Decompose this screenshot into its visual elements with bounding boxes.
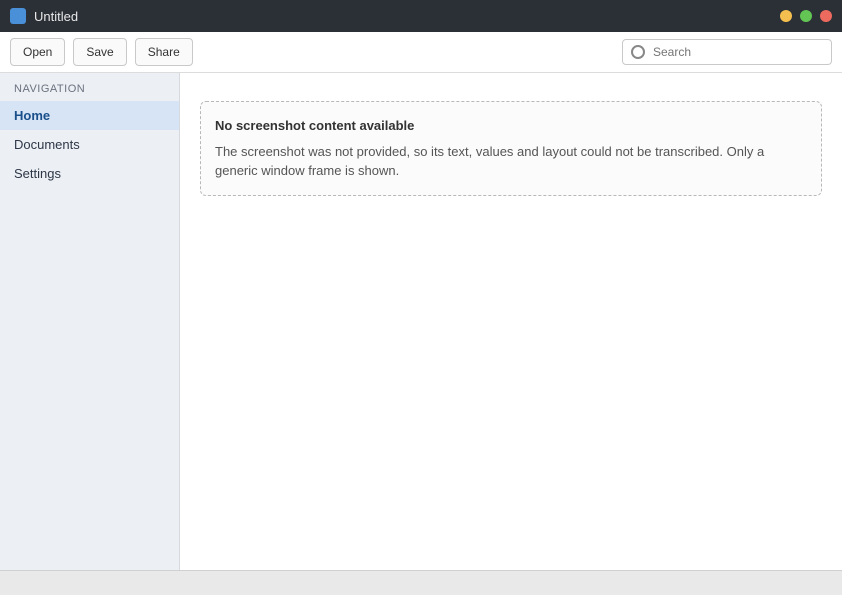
search-icon [631, 45, 645, 59]
maximize-button[interactable] [800, 10, 812, 22]
sidebar-item-settings[interactable]: Settings [14, 166, 61, 181]
sidebar [0, 73, 180, 570]
sidebar-item-home[interactable]: Home [0, 101, 179, 130]
sidebar-heading: NAVIGATION [14, 83, 86, 95]
toolbar [0, 32, 842, 73]
app-icon [10, 8, 26, 24]
main-panel [180, 73, 842, 570]
sidebar-item-documents[interactable]: Documents [14, 137, 80, 152]
close-button[interactable] [820, 10, 832, 22]
window-title: Untitled [34, 8, 79, 24]
search-box[interactable] [622, 39, 832, 65]
save-button[interactable]: Save [73, 38, 126, 66]
status-bar [0, 570, 842, 595]
search-input[interactable] [651, 44, 823, 60]
share-button[interactable]: Share [135, 38, 193, 66]
placeholder-notice [200, 101, 822, 196]
title-bar [0, 0, 842, 32]
content-area [0, 73, 842, 570]
open-button[interactable]: Open [10, 38, 65, 66]
notice-heading: No screenshot content available [215, 118, 415, 133]
notice-text: The screenshot was not provided, so its text, values and layout could not be transcribed. Only a generic window frame is shown. [215, 143, 765, 178]
minimize-button[interactable] [780, 10, 792, 22]
